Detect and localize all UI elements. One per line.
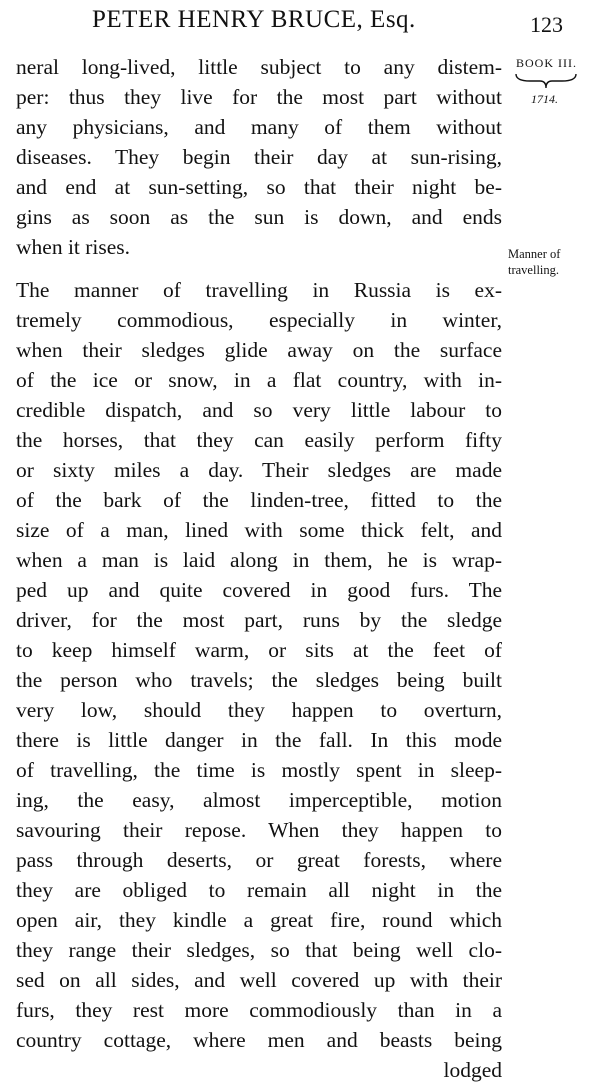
paragraph-gap — [16, 262, 502, 275]
text-line: the person who travels; the sledges being built — [16, 668, 502, 692]
text-line: of the bark of the linden-tree, fitted to the — [16, 488, 502, 512]
text-line: or sixty miles a day. Their sledges are made — [16, 458, 502, 482]
text-line: The manner of travelling in Russia is ex- — [16, 278, 502, 302]
text-line: and end at sun-setting, so that their night be- — [16, 175, 502, 199]
brace-glyph — [514, 72, 578, 90]
text-line: furs, they rest more commodiously than in a — [16, 998, 502, 1022]
text-line: any physicians, and many of them without — [16, 115, 502, 139]
text-line: savouring their repose. When they happen to — [16, 818, 502, 842]
text-line: of the ice or snow, in a flat country, with in- — [16, 368, 502, 392]
book-label: BOOK III. — [516, 56, 577, 70]
paragraph-health — [16, 52, 502, 262]
text-line: pass through deserts, or great forests, where — [16, 848, 502, 872]
text-line: gins as soon as the sun is down, and ends — [16, 205, 502, 229]
text-line: size of a man, lined with some thick felt, and — [16, 518, 502, 542]
running-head — [0, 0, 594, 52]
text-line: to keep himself warm, or sits at the feet of — [16, 638, 502, 662]
body-text — [16, 52, 502, 1085]
side-note-line: travelling. — [508, 263, 560, 277]
text-line: credible dispatch, and so very little labour to — [16, 398, 502, 422]
text-line: ped up and quite covered in good furs. The — [16, 578, 502, 602]
paragraph-travelling — [16, 275, 502, 1055]
text-line: neral long-lived, little subject to any distem- — [16, 55, 502, 79]
running-title: PETER HENRY BRUCE, Esq. — [92, 6, 416, 33]
text-line: they are obliged to remain all night in the — [16, 878, 502, 902]
text-line: per: thus they live for the most part without — [16, 85, 502, 109]
text-line: of travelling, the time is mostly spent in sleep- — [16, 758, 502, 782]
text-line: there is little danger in the fall. In this mode — [16, 728, 502, 752]
text-line: diseases. They begin their day at sun-rising, — [16, 145, 502, 169]
year-label: 1714. — [531, 92, 558, 106]
side-note-line: Manner of — [508, 247, 561, 261]
catchword: lodged — [443, 1058, 502, 1082]
side-note-travelling — [508, 246, 594, 278]
text-line: driver, for the most part, runs by the sledge — [16, 608, 502, 632]
text-line: when it rises. — [16, 235, 131, 259]
text-line: tremely commodious, especially in winter, — [16, 308, 502, 332]
text-line: they range their sledges, so that being well clo- — [16, 938, 502, 962]
page-number: 123 — [530, 12, 563, 37]
text-line: when their sledges glide away on the surface — [16, 338, 502, 362]
text-line: open air, they kindle a great fire, round which — [16, 908, 502, 932]
text-line: ing, the easy, almost imperceptible, motion — [16, 788, 502, 812]
text-line: sed on all sides, and well covered up with their — [16, 968, 502, 992]
text-line: country cottage, where men and beasts being — [16, 1028, 502, 1052]
text-line: very low, should they happen to overturn, — [16, 698, 502, 722]
text-line: the horses, that they can easily perform fifty — [16, 428, 502, 452]
text-line: when a man is laid along in them, he is wrap- — [16, 548, 502, 572]
